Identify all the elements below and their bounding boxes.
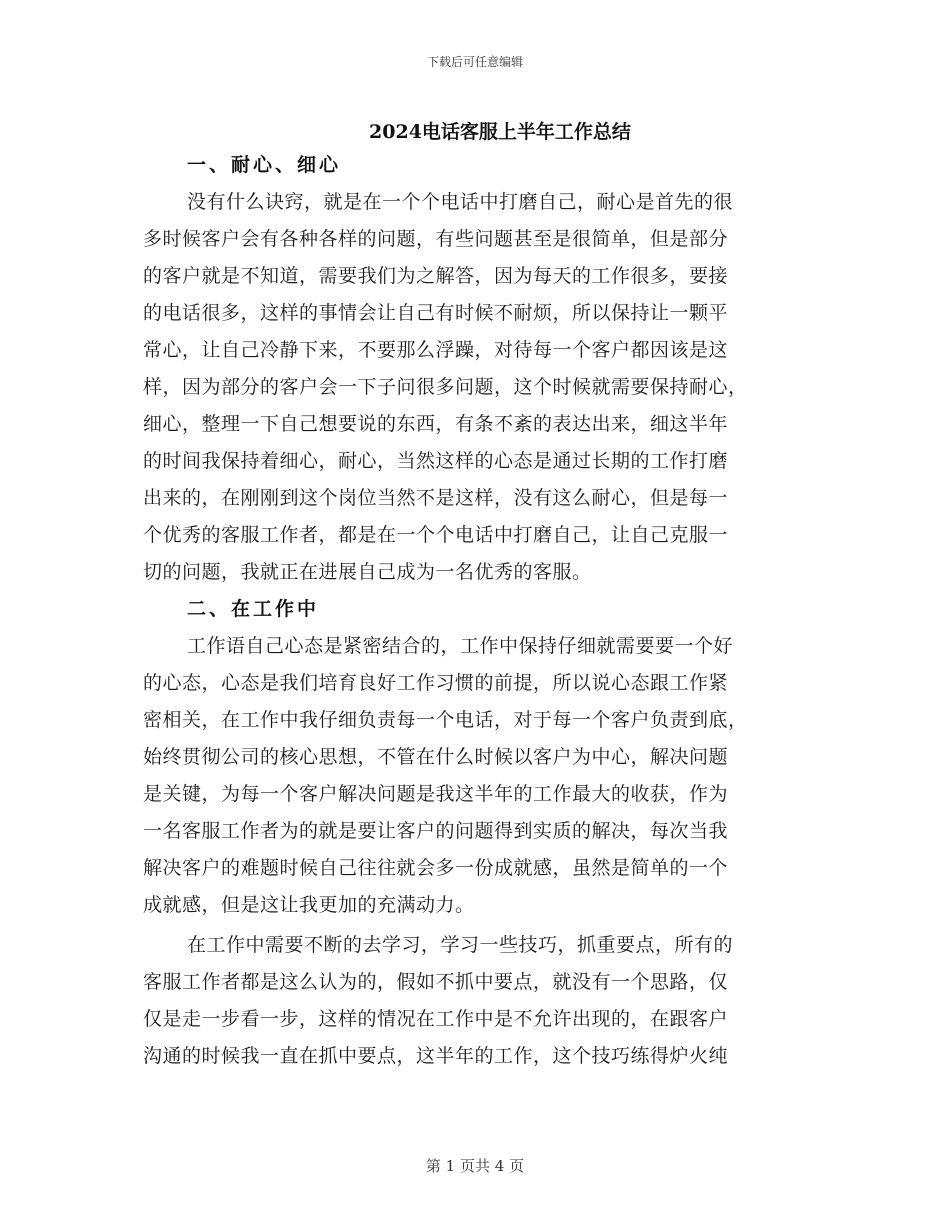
paragraph-line: 在工作中需要不断的去学习，学习一些技巧，抓重要点，所有的 — [187, 934, 734, 956]
paragraph-line: 样，因为部分的客户会一下子问很多问题，这个时候就需要保持耐心， — [143, 376, 748, 398]
paragraph-line: 的电话很多，这样的事情会让自己有时候不耐烦，所以保持让一颗平 — [143, 302, 729, 324]
paragraph-line: 仅是走一步看一步，这样的情况在工作中是不允许出现的，在跟客户 — [143, 1008, 729, 1030]
page-footer: 第 1 页共 4 页 — [425, 1157, 525, 1175]
paragraph-line: 切的问题，我就正在进展自己成为一名优秀的客服。 — [143, 561, 592, 583]
paragraph-line: 成就感，但是这让我更加的充满动力。 — [143, 894, 475, 916]
paragraph-line: 的时间我保持着细心，耐心，当然这样的心态是通过长期的工作打磨 — [143, 450, 729, 472]
paragraph-line: 始终贯彻公司的核心思想，不管在什么时候以客户为中心，解决问题 — [143, 746, 729, 768]
paragraph-line: 一名客服工作者为的就是要让客户的问题得到实质的解决，每次当我 — [143, 820, 729, 842]
paragraph-line: 出来的，在刚刚到这个岗位当然不是这样，没有这么耐心，但是每一 — [143, 487, 729, 509]
paragraph-line: 没有什么诀窍，就是在一个个电话中打磨自己，耐心是首先的很 — [187, 191, 734, 213]
section-heading-1: 一、耐心、细心 — [187, 154, 342, 176]
document-title: 2024电话客服上半年工作总结 — [369, 121, 631, 143]
paragraph-line: 解决客户的难题时候自己往往就会多一份成就感，虽然是简单的一个 — [143, 857, 729, 879]
page-header: 下载后可任意编辑 — [426, 55, 523, 69]
paragraph-line: 密相关，在工作中我仔细负责每一个电话，对于每一个客户负责到底， — [143, 709, 748, 731]
paragraph-line: 是关键，为每一个客户解决问题是我这半年的工作最大的收获，作为 — [143, 783, 729, 805]
paragraph-line: 客服工作者都是这么认为的，假如不抓中要点，就没有一个思路，仅 — [143, 971, 729, 993]
paragraph-line: 的心态，心态是我们培育良好工作习惯的前提，所以说心态跟工作紧 — [143, 672, 729, 694]
paragraph-line: 细心，整理一下自己想要说的东西，有条不紊的表达出来，细这半年 — [143, 413, 729, 435]
paragraph-line: 的客户就是不知道，需要我们为之解答，因为每天的工作很多，要接 — [143, 265, 729, 287]
section-heading-2: 二、在工作中 — [187, 598, 320, 620]
paragraph-line: 个优秀的客服工作者，都是在一个个电话中打磨自己，让自己克服一 — [143, 524, 729, 546]
paragraph-line: 工作语自己心态是紧密结合的，工作中保持仔细就需要要一个好 — [187, 635, 734, 657]
paragraph-line: 多时候客户会有各种各样的问题，有些问题甚至是很简单，但是部分 — [143, 228, 729, 250]
paragraph-line: 常心，让自己冷静下来，不要那么浮躁，对待每一个客户都因该是这 — [143, 339, 729, 361]
paragraph-line: 沟通的时候我一直在抓中要点，这半年的工作，这个技巧练得炉火纯 — [143, 1045, 729, 1067]
